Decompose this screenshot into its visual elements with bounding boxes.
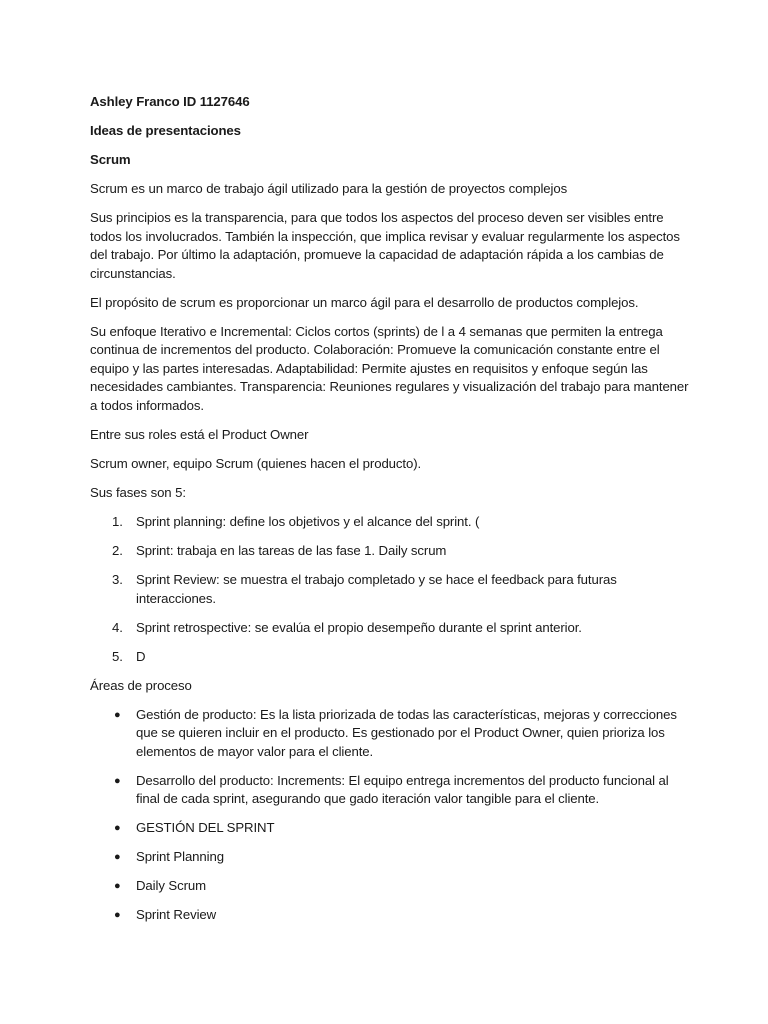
areas-list: [90, 706, 690, 925]
list-number: 3.: [112, 571, 123, 587]
paragraph-roles: Entre sus roles está el Product Owner: [90, 427, 309, 443]
bullet-icon: ●: [114, 909, 121, 922]
author-line: Ashley Franco ID 1127646: [90, 94, 250, 109]
paragraph-approach: Su enfoque Iterativo e Incremental: Ciclos cortos (sprints) de l a 4 semanas que permiten la entrega continua de incrementos del producto. Colaboración: Promueve la comunicación constante entre el equipo y las partes interesadas. Adaptabilidad: Permite ajustes en requisitos y enfoque según las necesidades cambiantes. Transparencia: Reuniones regulares y visualización del trabajo para mantener a todos informados.: [90, 323, 689, 414]
document-page: [90, 93, 690, 935]
paragraph-definition: Scrum es un marco de trabajo ágil utilizado para la gestión de proyectos complejos: [90, 180, 568, 196]
list-item-text: Daily Scrum: [136, 878, 206, 894]
list-item-text: Gestión de producto: Es la lista priorizada de todas las características, mejoras y correcciones que se quieren incluir en el producto. Es gestionado por el Product Owner, quien prioriza los elementos de mayor valor para el cliente.: [136, 706, 677, 759]
paragraph-principles: Sus principios es la transparencia, para que todos los aspectos del proceso deven ser visibles entre todos los involucrados. También la inspección, que implica revisar y evaluar regularmente los aspectos del trabajo. Por último la adaptación, promueve la capacidad de adaptación rápida a los cambias de circunstancias.: [90, 209, 680, 281]
paragraph-purpose: El propósito de scrum es proporcionar un marco ágil para el desarrollo de productos complejos.: [90, 294, 639, 310]
list-item: [90, 906, 690, 925]
bullet-icon: ●: [114, 708, 121, 721]
list-item: [90, 819, 690, 838]
areas-heading: Áreas de proceso: [90, 677, 192, 693]
bullet-icon: ●: [114, 851, 121, 864]
paragraph-team: Scrum owner, equipo Scrum (quienes hacen el producto).: [90, 456, 422, 472]
paragraph-phases-intro: Sus fases son 5:: [90, 485, 186, 501]
list-item-text: Sprint planning: define los objetivos y el alcance del sprint. (: [136, 514, 480, 529]
list-number: 2.: [112, 542, 123, 558]
document-subtitle: Ideas de presentaciones: [90, 122, 241, 138]
list-item-text: Sprint Review: [136, 907, 217, 923]
list-number: 4.: [112, 619, 123, 635]
list-item-text: Sprint retrospective: se evalúa el propio desempeño durante el sprint anterior.: [136, 619, 582, 635]
list-item: [90, 571, 690, 608]
list-item-text: Sprint Planning: [136, 849, 224, 865]
list-item: [90, 648, 690, 667]
list-item: [90, 877, 690, 896]
list-item: [90, 706, 690, 762]
list-item-text: Sprint Review: se muestra el trabajo completado y se hace el feedback para futuras interacciones.: [136, 571, 617, 606]
list-number: 5.: [112, 648, 123, 664]
topic-heading: Scrum: [90, 151, 131, 167]
bullet-icon: ●: [114, 880, 121, 893]
bullet-icon: ●: [114, 822, 121, 835]
list-item: [90, 513, 690, 532]
list-item: [90, 772, 690, 809]
bullet-icon: ●: [114, 774, 121, 787]
list-item-text: D: [136, 648, 146, 664]
list-item: [90, 848, 690, 867]
list-number: 1.: [112, 514, 123, 529]
list-item-text: Sprint: trabaja en las tareas de las fase 1. Daily scrum: [136, 542, 447, 558]
list-item-text: GESTIÓN DEL SPRINT: [136, 820, 275, 836]
list-item: [90, 619, 690, 638]
list-item-text: Desarrollo del producto: Increments: El equipo entrega incrementos del producto funcional al final de cada sprint, asegurando que gado iteración valor tangible para el cliente.: [136, 772, 669, 807]
list-item: [90, 542, 690, 561]
phases-list: [90, 513, 690, 666]
